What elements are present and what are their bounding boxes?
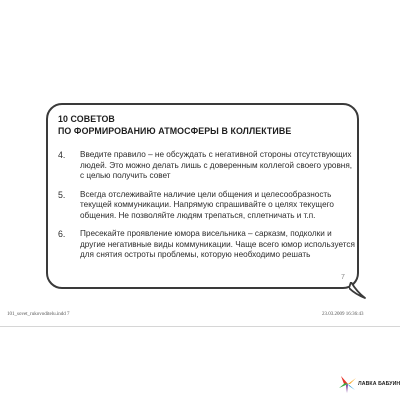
store-logo [338,370,398,398]
tip-line: Пресекайте проявление юмора висельника – сарказм, подколки и [80,229,332,238]
section-heading [58,114,291,138]
speech-bubble-tail [349,282,367,300]
heading-line: ПО ФОРМИРОВАНИЮ АТМОСФЕРЫ В КОЛЛЕКТИВЕ [58,126,292,137]
page-number: 7 [341,274,345,281]
tip-line: с целью получить совет [80,171,171,180]
tip-item [58,150,358,182]
tip-line: Всегда отслеживайте наличие цели общения и целесообразность [80,189,332,199]
tip-text [80,190,370,222]
heading-line: 10 СОВЕТОВ [58,114,115,125]
tip-number: 5. [58,189,66,200]
tip-item [58,229,358,261]
print-slug-timestamp: 23.03.2009 16:36:43 [322,312,364,317]
tip-line: общения. Не позволяйте людям трепаться, сплетничать и т.п. [80,210,316,220]
tip-line: Введите правило – не обсуждать с негативной стороны отсутствующих [80,150,352,159]
tip-line: другие негативные виды коммуникации. Чаще всего юмор используется [80,239,355,249]
logo-text: ЛАВКА БАБУИН [358,381,400,387]
tip-number: 6. [58,229,66,239]
tip-item [58,190,358,222]
tip-text [80,229,370,261]
print-slug-filename: 101_sovet_rukovoditelu.indd 7 [7,312,70,317]
tip-line: текущей коммуникации. Напрямую спрашивайте о целях текущего [80,200,334,209]
tip-line: людей. Это можно делать лишь с доверенным коллегой своего уровня, [80,160,353,170]
tips-list [58,150,358,269]
tip-text [80,150,370,182]
star-burst-icon [338,374,358,394]
tip-number: 4. [58,150,66,160]
tip-line: для снятия остроты проблемы, которую необходимо решать [80,250,311,259]
